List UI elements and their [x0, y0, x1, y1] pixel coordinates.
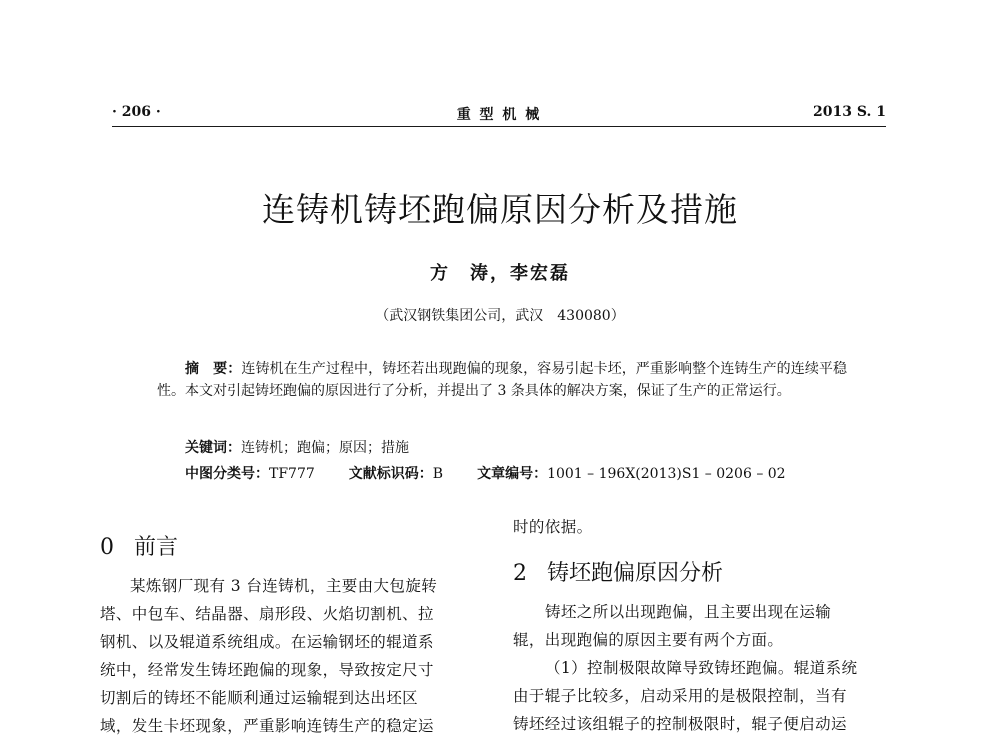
- section-0-title: 前言: [134, 535, 179, 560]
- section-0-line: 统中，经常发生铸坯跑偏的现象，导致按定尺寸: [100, 661, 434, 679]
- section-0-line: 塔、中包车、结晶器、扇形段、火焰切割机、拉: [100, 605, 434, 623]
- article-number-value: 1001 – 196X(2013)S1 – 0206 – 02: [547, 466, 786, 482]
- section-2-heading: [513, 556, 723, 587]
- section-0-heading: [100, 530, 178, 561]
- section-0-line: 钢机、以及辊道系统组成。在运输钢坯的辊道系: [100, 633, 434, 651]
- abstract: [157, 358, 847, 402]
- article-affiliation: （武汉钢铁集团公司，武汉 430080）: [375, 308, 625, 324]
- article-authors: 方 涛，李宏磊: [430, 263, 570, 284]
- article-number-label: 文章编号：: [477, 466, 548, 482]
- section-2-line: 铸坯经过该组辊子的控制极限时，辊子便启动运: [513, 715, 847, 733]
- classification-line: [185, 463, 786, 483]
- section-2-line: 铸坯之所以出现跑偏，且主要出现在运输: [545, 603, 832, 621]
- section-0-line: 切割后的铸坯不能顺利通过运输辊到达出坯区: [100, 689, 419, 707]
- clc-value: TF777: [269, 466, 315, 482]
- section-0-line: 某炼钢厂现有 3 台连铸机，主要由大包旋转: [130, 577, 438, 595]
- doc-code-label: 文献标识码：: [348, 466, 433, 482]
- section-2-line: （1）控制极限故障导致铸坯跑偏。辊道系统: [545, 659, 858, 677]
- journal-name: 重 型 机 械: [456, 107, 542, 123]
- doc-code-value: B: [432, 466, 444, 482]
- abstract-text: 连铸机在生产过程中，铸坯若出现跑偏的现象，容易引起卡坯，严重影响整个连铸生产的连续平稳性。本文对引起铸坯跑偏的原因进行了分析，并提出了 3 条具体的解决方案，保证了生产的正常运行。: [157, 361, 848, 399]
- keywords: [185, 437, 409, 457]
- section-2-line: 辊，出现跑偏的原因主要有两个方面。: [513, 631, 784, 649]
- section-2-line: 由于辊子比较多，启动采用的是极限控制，当有: [513, 687, 847, 705]
- article-title: 连铸机铸坯跑偏原因分析及措施: [262, 190, 738, 229]
- keywords-label: 关键词：: [185, 440, 241, 456]
- page-number: · 206 ·: [112, 104, 161, 120]
- section-2-title: 铸坯跑偏原因分析: [547, 561, 724, 586]
- abstract-label: 摘 要：: [185, 361, 242, 377]
- section-0-line: 域，发生卡坯现象，严重影响连铸生产的稳定运: [100, 717, 434, 735]
- section-0-number: 0: [100, 535, 114, 560]
- section-2-number: 2: [513, 561, 527, 586]
- issue-number: 2013 S. 1: [813, 104, 886, 120]
- running-header: [112, 100, 886, 127]
- clc-label: 中图分类号：: [185, 466, 269, 482]
- continued-text-line: 时的依据。: [513, 518, 593, 536]
- keywords-text: 连铸机；跑偏；原因；措施: [241, 440, 409, 456]
